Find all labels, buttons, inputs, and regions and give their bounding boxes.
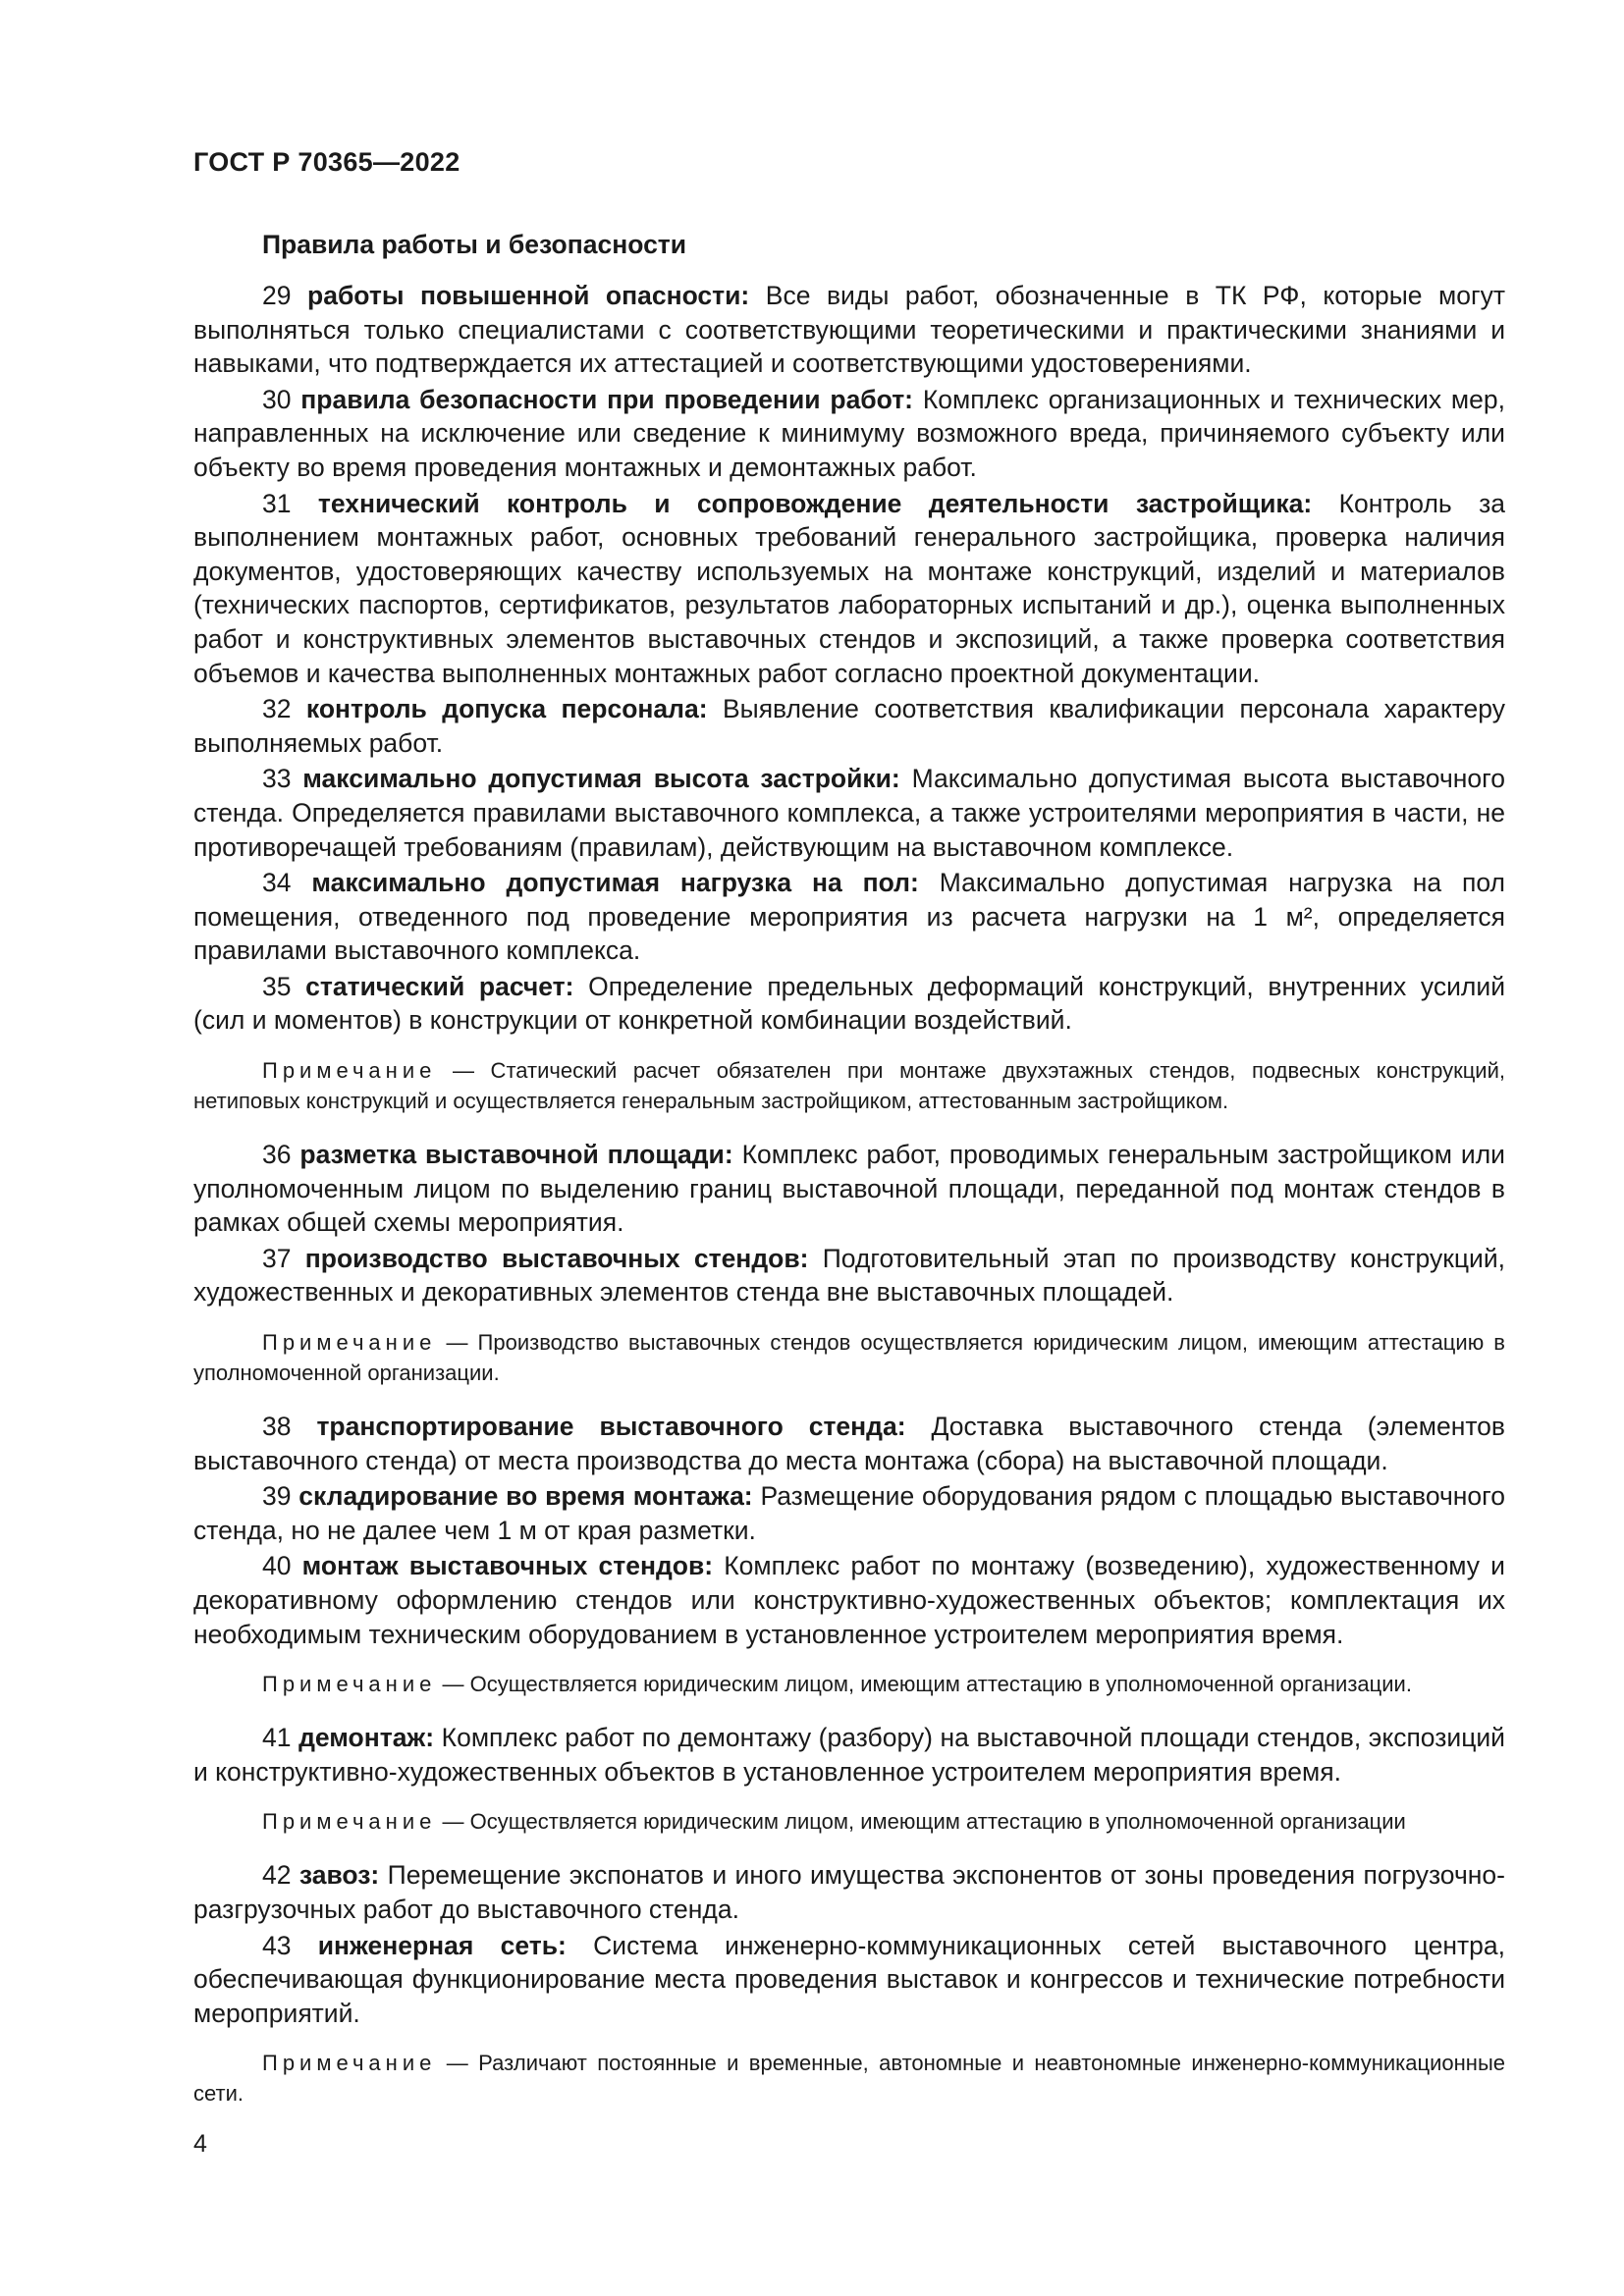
page-number: 4 — [193, 2130, 207, 2158]
term-number: 42 — [262, 1860, 292, 1891]
term-number: 43 — [262, 1930, 292, 1960]
note-text: — Осуществляется юридическим лицом, имеющим аттестацию в уполномоченной организации. — [442, 1672, 1412, 1697]
document-header: ГОСТ Р 70365—2022 — [193, 147, 460, 177]
term-entry-40 — [193, 1549, 1505, 1651]
note-label: Примечание — [262, 1058, 437, 1084]
term-definition: Определение предельных деформаций конструкций, внутренних усилий (сил и моментов) в конструкции от конкретной комбинации воздействий. — [193, 971, 1506, 1036]
term-entry-32 — [193, 692, 1505, 760]
term-number: 29 — [262, 281, 292, 310]
note-label: Примечание — [262, 1672, 437, 1697]
term-definition: Подготовительный этап по производству конструкций, художественных и декоративных элементов стенда вне выставочных площадей. — [193, 1243, 1505, 1308]
term-number: 41 — [262, 1723, 292, 1753]
term-definition: Система инженерно-коммуникационных сетей выставочного центра, обеспечивающая функционирование места проведения выставок и конгрессов и технические потребности мероприятий. — [193, 1930, 1505, 2028]
document-body — [193, 228, 1505, 2130]
note-text: — Различают постоянные и временные, автономные и неавтономные инженерно-коммуникационные сети. — [193, 2051, 1505, 2107]
term-number: 39 — [262, 1481, 292, 1512]
term-number: 37 — [262, 1243, 292, 1273]
note-text: — Статический расчет обязателен при монтаже двухэтажных стендов, подвесных конструкций, нетиповых конструкций и осуществляется генеральным застройщиком, аттестованным застройщиком. — [193, 1058, 1505, 1114]
term-name: статический расчет: — [305, 971, 574, 1001]
term-name: производство выставочных стендов: — [304, 1243, 809, 1273]
term-name: максимально допустимая высота застройки: — [302, 764, 900, 794]
note-label: Примечание — [262, 1330, 437, 1356]
term-definition: Комплекс работ, проводимых генеральным застройщиком или уполномоченным лицом по выделению границ выставочной площади, переданной под монтаж стендов в рамках общей схемы мероприятия. — [193, 1140, 1505, 1238]
term-entry-33 — [193, 762, 1505, 864]
term-definition: Контроль за выполнением монтажных работ, основных требований генерального застройщика, проверка наличия документов, удостоверяющих качеству используемых на монтаже конструкций, изделий и материалов (технических паспортов, сертификатов, результатов лабораторных испытаний и др.), оценка выполненных работ и конструктивных элементов выставочных стендов и экспозиций, а также проверка соответствия объемов и качества выполненных монтажных работ согласно проектной документации. — [193, 488, 1505, 688]
term-number: 33 — [262, 764, 292, 794]
term-number: 38 — [262, 1412, 292, 1442]
term-name: монтаж выставочных стендов: — [301, 1551, 714, 1581]
term-number: 31 — [262, 488, 292, 518]
term-entry-43 — [193, 1929, 1505, 2031]
term-name: работы повышенной опасности: — [307, 281, 750, 310]
term-entry-41 — [193, 1721, 1505, 1789]
term-name: транспортирование выставочного стенда: — [316, 1412, 906, 1442]
term-entry-30 — [193, 383, 1505, 485]
term-definition: Максимально допустимая нагрузка на пол помещения, отведенного под проведение мероприятия из расчета нагрузки на 1 м², определяется правилами выставочного комплекса. — [193, 868, 1505, 966]
term-number: 34 — [262, 868, 292, 898]
term-name: демонтаж: — [298, 1723, 435, 1753]
note-text: — Производство выставочных стендов осуществляется юридическим лицом, имеющим аттестацию в уполномоченной организации. — [193, 1330, 1505, 1386]
term-number: 36 — [262, 1140, 292, 1170]
term-number: 35 — [262, 971, 292, 1001]
term-definition: Размещение оборудования рядом с площадью выставочного стенда, но не далее чем 1 м от края разметки. — [193, 1481, 1505, 1545]
term-entry-29 — [193, 279, 1505, 381]
term-name: складирование во время монтажа: — [298, 1481, 753, 1512]
term-definition: Максимально допустимая высота выставочного стенда. Определяется правилами выставочного комплекса, а также устроителями мероприятия в части, не противоречащей требованиям (правилам), действующим на выставочном комплексе. — [193, 764, 1505, 862]
term-number: 30 — [262, 384, 292, 414]
note-label: Примечание — [262, 1809, 437, 1835]
note-label: Примечание — [262, 2051, 437, 2076]
term-definition: Все виды работ, обозначенные в ТК РФ, которые могут выполняться только специалистами с соответствующими теоретическими и практическими знаниями и навыками, что подтверждается их аттестацией и соответствующими удостоверениями. — [193, 281, 1506, 379]
term-entry-31 — [193, 487, 1505, 691]
note — [193, 1806, 1505, 1837]
note — [193, 1669, 1505, 1699]
term-entry-37 — [193, 1242, 1505, 1309]
term-entry-35 — [193, 970, 1505, 1038]
term-name: технический контроль и сопровождение деятельности застройщика: — [317, 488, 1313, 518]
term-definition: Комплекс работ по монтажу (возведению), художественному и декоративному оформлению стендов или конструктивно-художественных объектов; комплектация их необходимым техническим оборудованием в установленное устроителем мероприятия время. — [193, 1551, 1505, 1649]
term-number: 40 — [262, 1551, 292, 1581]
term-list — [193, 279, 1505, 2109]
section-title: Правила работы и безопасности — [262, 230, 687, 259]
term-definition: Комплекс работ по демонтажу (разбору) на выставочной площади стендов, экспозиций и конструктивно-художественных объектов в установленное устроителем мероприятия время. — [193, 1723, 1505, 1787]
term-number: 32 — [262, 694, 292, 724]
term-entry-39 — [193, 1479, 1505, 1547]
term-entry-34 — [193, 866, 1505, 968]
term-definition: Комплекс организационных и технических мер, направленных на исключение или сведение к минимуму возможного вреда, причиняемого субъекту или объекту во время проведения монтажных и демонтажных работ. — [193, 384, 1505, 482]
note-text: — Осуществляется юридическим лицом, имеющим аттестацию в уполномоченной организации — [442, 1809, 1406, 1835]
term-entry-36 — [193, 1138, 1505, 1240]
term-name: максимально допустимая нагрузка на пол: — [311, 868, 919, 898]
term-name: разметка выставочной площади: — [299, 1140, 733, 1170]
note — [193, 1055, 1505, 1116]
note — [193, 2048, 1505, 2109]
term-definition: Перемещение экспонатов и иного имущества экспонентов от зоны проведения погрузочно-разгрузочных работ до выставочного стенда. — [193, 1860, 1505, 1924]
term-definition: Доставка выставочного стенда (элементов выставочного стенда) от места производства до места монтажа (сбора) на выставочной площади. — [193, 1412, 1505, 1475]
term-entry-42 — [193, 1858, 1505, 1926]
term-name: инженерная сеть: — [317, 1930, 567, 1960]
term-definition: Выявление соответствия квалификации персонала характеру выполняемых работ. — [193, 694, 1505, 758]
term-name: контроль допуска персонала: — [305, 694, 708, 724]
term-name: завоз: — [298, 1860, 380, 1891]
term-name: правила безопасности при проведении работ: — [300, 384, 914, 414]
note — [193, 1327, 1505, 1388]
term-entry-38 — [193, 1410, 1505, 1477]
